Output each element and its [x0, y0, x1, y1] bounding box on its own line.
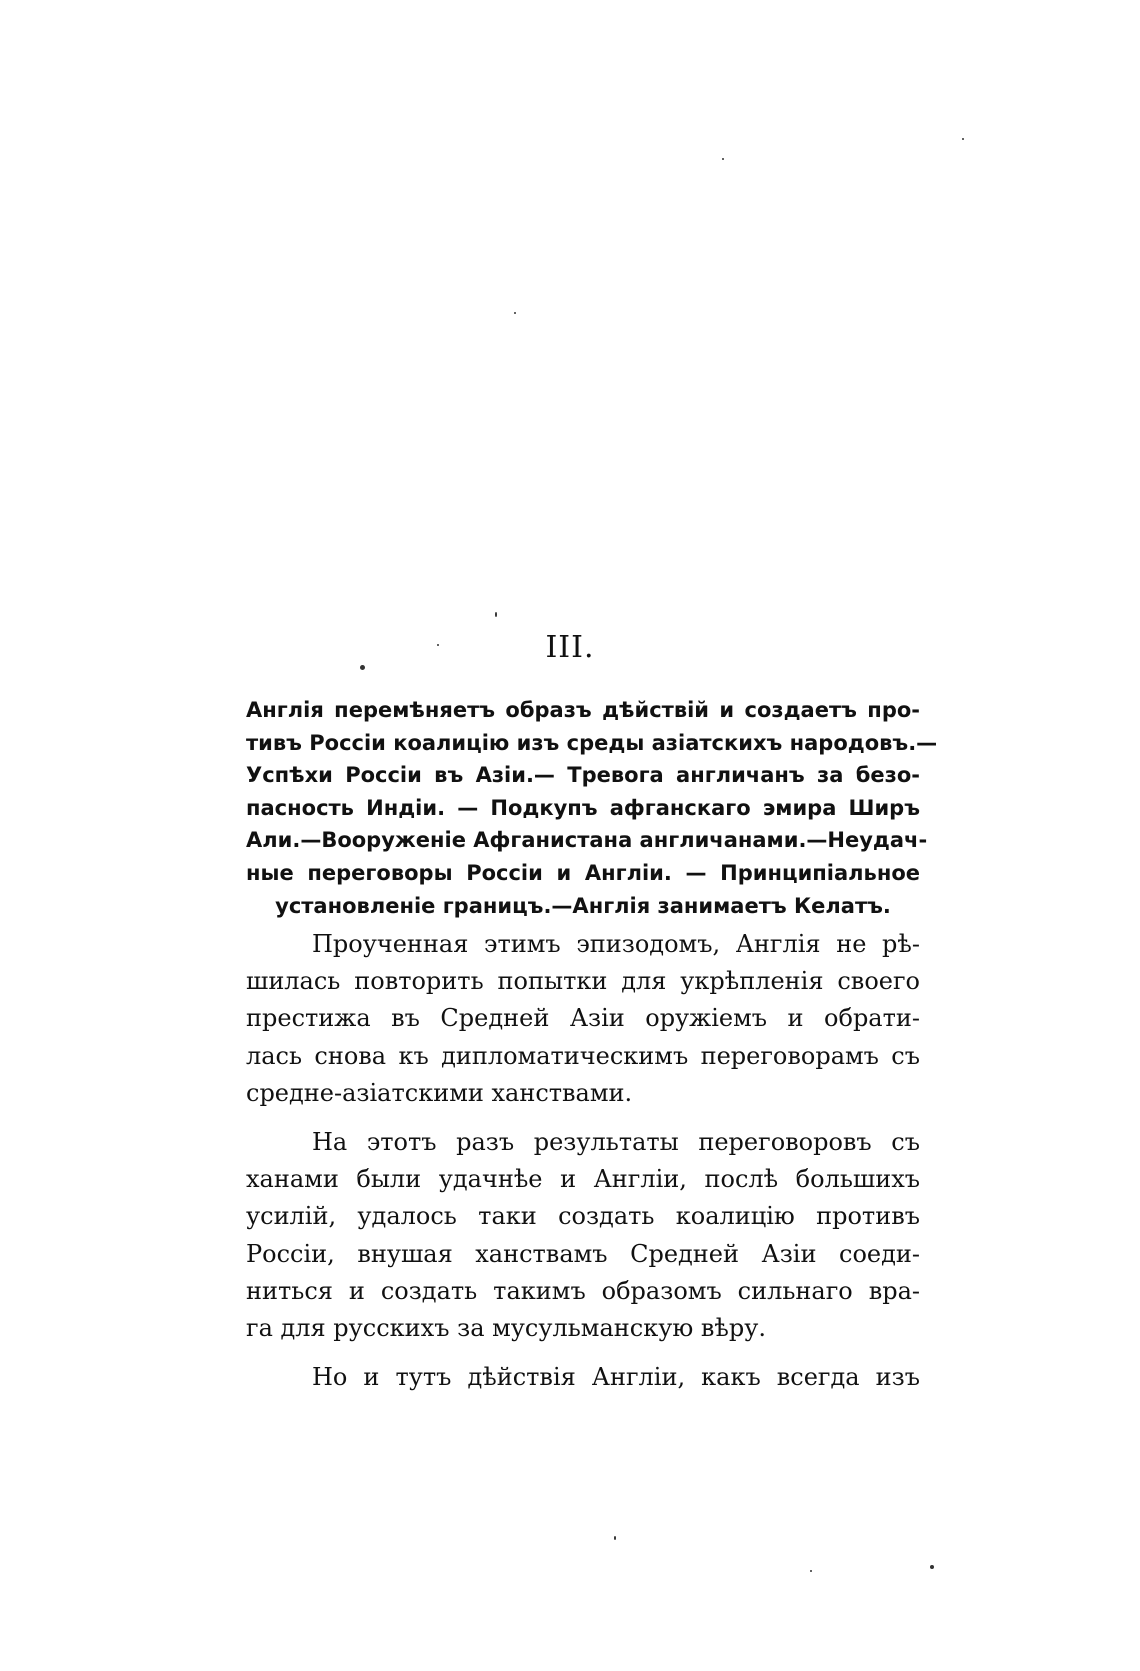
text-line: Но и тутъ дѣйствія Англіи, какъ всегда изъ	[312, 1363, 920, 1392]
body-text	[246, 926, 920, 1396]
text-line: усилій, удалось таки создать коалицію противъ	[246, 1202, 920, 1231]
text-line: шилась повторить попытки для укрѣпленія своего	[246, 967, 920, 996]
text-line: Россіи, внушая ханствамъ Средней Азіи соеди-	[246, 1239, 920, 1268]
summary-line: ные переговоры Россіи и Англіи. — Принципіальное	[246, 860, 920, 885]
text-line: ханами были удачнѣе и Англіи, послѣ большихъ	[246, 1165, 920, 1194]
text-line: Проученная этимъ эпизодомъ, Англія не рѣ-	[312, 930, 920, 958]
text-line: престижа въ Средней Азіи оружіемъ и обрати-	[246, 1004, 920, 1033]
summary-line: тивъ Россіи коалицію изъ среды азіатскихъ народовъ.—	[246, 730, 938, 755]
text-line: На этотъ разъ результаты переговоровъ съ	[312, 1128, 920, 1157]
scan-speck	[514, 312, 516, 314]
text-line: лась снова къ дипломатическимъ переговорамъ съ	[246, 1041, 920, 1070]
scan-speck	[930, 1565, 934, 1569]
text-line: ниться и создать такимъ образомъ сильнаго вра-	[246, 1276, 920, 1305]
summary-line: пасность Индіи. — Подкупъ афганскаго эмира Ширъ	[246, 795, 920, 820]
paragraph-2	[246, 1124, 920, 1347]
summary-line: установленіе границъ.—Англія занимаетъ Келатъ.	[275, 893, 891, 918]
scan-speck	[360, 665, 365, 670]
scan-speck	[722, 158, 724, 160]
paragraph-3	[246, 1359, 920, 1396]
scan-speck	[437, 644, 439, 646]
scan-speck	[495, 612, 497, 617]
text-line: средне-азіатскими ханствами.	[246, 1078, 633, 1107]
chapter-number: III.	[545, 630, 595, 665]
summary-line: Англія перемѣняетъ образъ дѣйствій и создаетъ про-	[246, 698, 920, 722]
scan-speck	[614, 1536, 616, 1540]
scan-speck	[810, 1570, 812, 1572]
scan-speck	[962, 138, 964, 140]
paragraph-1	[246, 926, 920, 1112]
chapter-summary	[246, 694, 938, 922]
summary-line: Али.—Вооруженіе Афганистана англичанами.—Неудач-	[246, 828, 928, 853]
summary-line: Успѣхи Россіи въ Азіи.— Тревога англичанъ за безо-	[246, 763, 920, 788]
text-line: га для русскихъ за мусульманскую вѣру.	[246, 1314, 766, 1343]
